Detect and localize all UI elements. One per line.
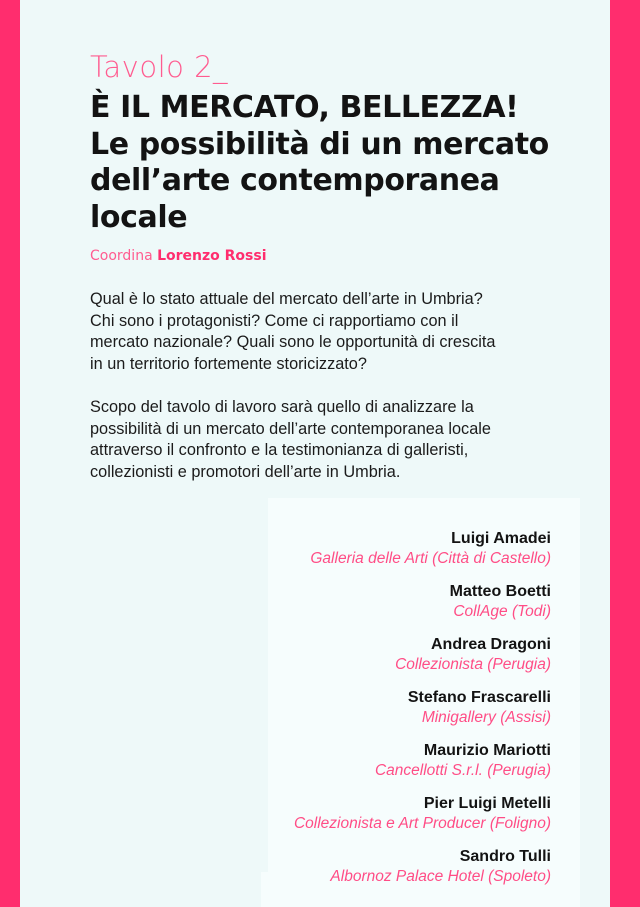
list-item <box>294 794 551 847</box>
title-line: locale <box>90 199 188 235</box>
participant-org: Collezionista e Art Producer (Foligno) <box>293 815 551 832</box>
paragraph-line: Scopo del tavolo di lavoro sarà quello di analizzare la <box>90 398 474 416</box>
list-item <box>294 688 551 741</box>
list-item <box>294 741 551 794</box>
paragraph-line: possibilità di un mercato dell’arte contemporanea locale <box>90 419 491 438</box>
participant-org: Collezionista (Perugia) <box>395 656 551 673</box>
list-item <box>294 847 551 900</box>
scope-paragraph <box>90 397 560 483</box>
participants-list <box>294 529 551 900</box>
participant-name: Matteo Boetti <box>449 583 551 600</box>
participant-org: Cancellotti S.r.l. (Perugia) <box>374 762 551 779</box>
participant-name: Andrea Dragoni <box>430 636 551 653</box>
table-number: Tavolo 2_ <box>90 50 229 84</box>
title-line: dell’arte contemporanea <box>90 163 500 198</box>
participant-org: CollAge (Todi) <box>453 603 551 620</box>
list-item <box>294 582 551 635</box>
paragraph-line: collezionisti e promotori dell’arte in Umbria. <box>90 462 401 481</box>
paragraph-line: Qual è lo stato attuale del mercato dell’arte in Umbria? <box>90 290 483 308</box>
title-line: Le possibilità di un mercato <box>90 126 549 162</box>
paragraph-line: attraverso il confronto e la testimonianza di galleristi, <box>90 441 469 459</box>
participant-name: Stefano Frascarelli <box>407 689 551 706</box>
participant-org: Albornoz Palace Hotel (Spoleto) <box>330 868 551 885</box>
coordinator-label: Coordina <box>90 248 153 264</box>
participant-name: Pier Luigi Metelli <box>423 795 551 812</box>
participant-org: Minigallery (Assisi) <box>421 709 551 726</box>
list-item <box>294 635 551 688</box>
intro-paragraph <box>90 289 560 375</box>
participant-name: Maurizio Mariotti <box>423 742 551 759</box>
paragraph-line: Chi sono i protagonisti? Come ci rapportiamo con il <box>90 311 459 330</box>
participant-name: Sandro Tulli <box>459 848 551 865</box>
list-item <box>294 529 551 582</box>
participant-org: Galleria delle Arti (Città di Castello) <box>310 550 551 567</box>
paragraph-line: in un territorio fortemente storicizzato? <box>90 354 367 373</box>
paragraph-line: mercato nazionale? Quali sono le opportunità di crescita <box>90 333 496 351</box>
page <box>20 0 610 907</box>
panel-edge <box>261 872 268 907</box>
coordinator <box>90 248 267 264</box>
page-title <box>90 90 560 236</box>
participant-name: Luigi Amadei <box>451 530 551 547</box>
coordinator-name: Lorenzo Rossi <box>157 248 267 264</box>
title-line: È IL MERCATO, BELLEZZA! <box>90 90 519 125</box>
